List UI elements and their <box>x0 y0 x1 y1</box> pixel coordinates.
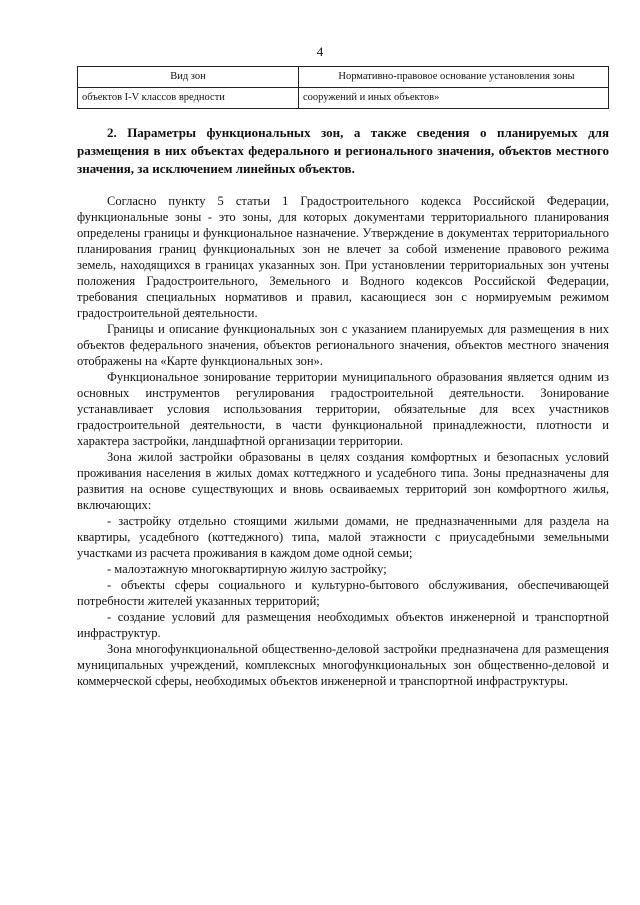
table-cell: объектов I-V классов вредности <box>78 88 299 109</box>
table-row <box>78 88 609 109</box>
page-number: 4 <box>316 44 324 59</box>
list-item: - малоэтажную многоквартирную жилую застройку; <box>107 562 387 576</box>
paragraph: Функциональное зонирование территории муниципального образования является одним из основных инструментов регулирования градостроительной деятельности. Зонирование устанавливает условия использования территории, обязательные для всех участников градостроительной деятельности, в части функциональной принадлежности, плотности и характера застройки, ландшафтной организации территории. <box>77 370 609 448</box>
paragraph: Согласно пункту 5 статьи 1 Градостроительного кодекса Российской Федерации, функциональные зоны - это зоны, для которых документами территориального планирования определены границы и функциональное назначение. Утверждение в документах территориального планирования границ функциональных зон не влечет за собой изменение правового режима земель, находящихся в границах указанных зон. При установлении территориальных зон учтены положения Градостроительного, Земельного и Водного кодексов Российской Федерации, требования специальных нормативов и правил, касающиеся зон с нормируемым режимом градостроительной деятельности. <box>77 194 609 320</box>
table-header-row <box>78 67 609 88</box>
section-heading: 2. Параметры функциональных зон, а также сведения о планируемых для размещения в них объектах федерального и регионального значения, объектов местного значения, за исключением линейных объектов. <box>77 125 609 176</box>
paragraph: Границы и описание функциональных зон с указанием планируемых для размещения в них объектов федерального значения, объектов регионального значения, объектов местного значения отображены на «Карте функциональных зон». <box>77 322 609 368</box>
paragraph: Зона многофункциональной общественно-деловой застройки предназначена для размещения муниципальных учреждений, комплексных многофункциональных зон общественно-деловой и коммерческой сферы, необходимых объектов инженерной и транспортной инфраструктуры. <box>77 642 609 688</box>
table-header-cell: Нормативно-правовое основание установления зоны <box>299 67 609 88</box>
list-item: - объекты сферы социального и культурно-бытового обслуживания, обеспечивающей потребности жителей указанных территорий; <box>77 578 609 608</box>
paragraph: Зона жилой застройки образованы в целях создания комфортных и безопасных условий проживания населения в жилых домах коттеджного и усадебного типа. Зоны предназначены для развития на основе существующих и вновь осваиваемых территорий зон комфортного жилья, включающих: <box>77 450 609 512</box>
body-text <box>77 193 609 689</box>
list-item: - застройку отдельно стоящими жилыми домами, не предназначенными для раздела на квартиры, усадебного (коттеджного) типа, малой этажности с приусадебными земельными участками из расчета проживания в каждом доме одной семьи; <box>77 514 609 560</box>
zones-table <box>77 66 609 109</box>
list-item: - создание условий для размещения необходимых объектов инженерной и транспортной инфраструктур. <box>77 610 609 640</box>
table-cell: сооружений и иных объектов» <box>299 88 609 109</box>
table-header-cell: Вид зон <box>78 67 299 88</box>
